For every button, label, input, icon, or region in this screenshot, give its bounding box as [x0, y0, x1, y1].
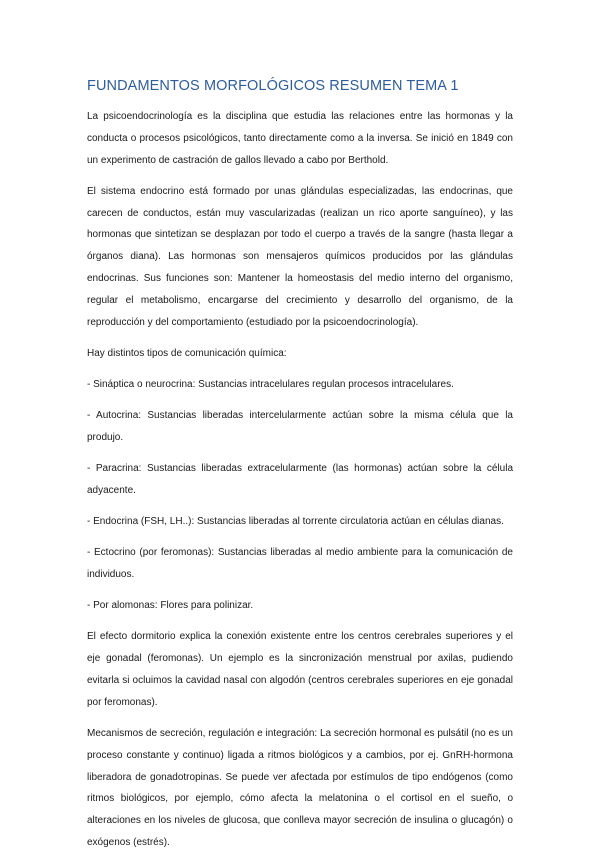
list-item-autocrina: - Autocrina: Sustancias liberadas intercelularmente actúan sobre la misma célula que la produjo.	[87, 410, 513, 443]
list-item-ectocrino: - Ectocrino (por feromonas): Sustancias liberadas al medio ambiente para la comunicación de individuos.	[87, 547, 513, 581]
list-item-sinaptica: - Sináptica o neurocrina: Sustancias intracelulares regulan procesos intracelulares.	[87, 378, 454, 390]
document-page	[87, 76, 513, 863]
list-item-endocrina: - Endocrina (FSH, LH..): Sustancias liberadas al torrente circulatoria actúan en células dianas.	[87, 516, 504, 528]
paragraph-endocrine-system: El sistema endocrino está formado por unas glándulas especializadas, las endocrinas, que carecen de conductos, están muy vascularizadas (realizan un rico aporte sanguíneo), y las hormonas que sintetizan se desplazan por todo el cuerpo a través de la sangre (hasta llegar a órganos diana). Las hormonas son mensajeros químicos producidos por las glándulas endocrinas. Sus funciones son: Mantener la homeostasis del medio interno del organismo, regular el metabolismo, encargarse del crecimiento y desarrollo del organismo, de la reproducción y del comportamiento (estudiado por la psicoendocrinología).	[87, 185, 513, 328]
list-item-alomonas: - Por alomonas: Flores para polinizar.	[87, 600, 254, 612]
list-item-paracrina: - Paracrina: Sustancias liberadas extracelularmente (las hormonas) actúan sobre la célula adyacente.	[87, 463, 513, 496]
paragraph-communication-types: Hay distintos tipos de comunicación química:	[87, 347, 287, 359]
paragraph-secretion-mechanisms: Mecanismos de secreción, regulación e integración: La secreción hormonal es pulsátil (no es un proceso constante y continuo) ligada a ritmos biológicos y a cambios, por ej. GnRH-hormona liberadora de gonadotropinas. Se puede ver afectada por estímulos de tipo endógenos (como ritmos biológicos, por ejemplo, cómo afecta la melatonina o el cortisol en el sueño, o alteraciones en los niveles de glucosa, que conlleva mayor secreción de insulina o glucagón) o exógenos (estrés).	[87, 728, 513, 849]
document-title: FUNDAMENTOS MORFOLÓGICOS RESUMEN TEMA 1	[87, 78, 459, 94]
paragraph-dormitory-effect: El efecto dormitorio explica la conexión existente entre los centros cerebrales superiores y el eje gonadal (feromonas). Un ejemplo es la sincronización menstrual por axilas, pudiendo evitarla si ocluimos la cavidad nasal con algodón (centros cerebrales superiores en eje gonadal por feromonas).	[87, 631, 513, 708]
paragraph-intro: La psicoendocrinología es la disciplina que estudia las relaciones entre las hormonas y la conducta o procesos psicológicos, tanto directamente como a la inversa. Se inició en 1849 con un experimento de castración de gallos llevado a cabo por Berthold.	[87, 111, 513, 166]
